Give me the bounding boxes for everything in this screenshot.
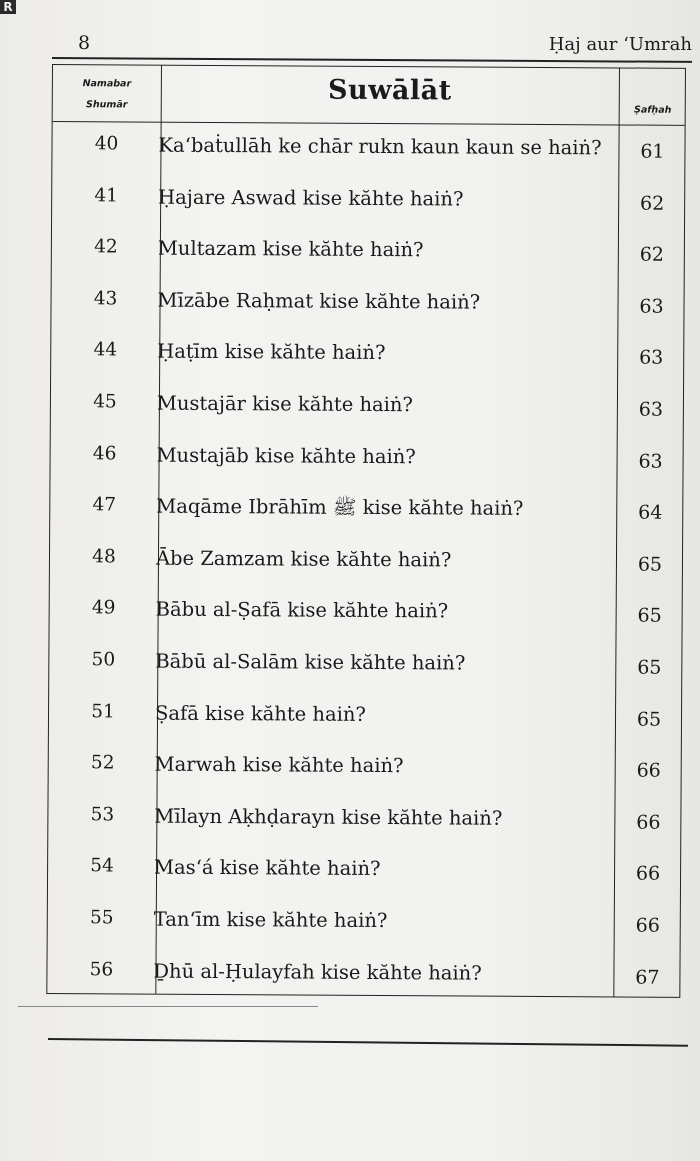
question-text: Mustajār kise kăhte haiṅ? bbox=[156, 391, 413, 417]
page-reference: 63 bbox=[638, 398, 664, 421]
question-number: 44 bbox=[93, 339, 118, 361]
table-title: Suwālāt bbox=[327, 74, 452, 107]
questions-table bbox=[46, 64, 686, 998]
table-row bbox=[47, 947, 679, 1002]
question-text: Ḥajare Aswad kise kăhte haiṅ? bbox=[158, 185, 464, 211]
question-number: 51 bbox=[91, 700, 115, 722]
question-text: Bābu al-Ṣafā kise kăhte haiṅ? bbox=[155, 598, 449, 623]
table-row bbox=[49, 637, 681, 692]
table-header bbox=[53, 65, 685, 126]
question-number: 54 bbox=[90, 855, 114, 877]
question-text: Mustajāb kise kăhte haiṅ? bbox=[156, 443, 416, 468]
question-number: 43 bbox=[93, 288, 118, 310]
table-row bbox=[51, 379, 683, 434]
question-text: Mīzābe Raḥmat kise kăhte haiṅ? bbox=[157, 288, 481, 314]
question-text: Bābū al-Salām kise kăhte haiṅ? bbox=[155, 649, 466, 675]
page-reference: 67 bbox=[635, 966, 660, 989]
table-row bbox=[52, 173, 684, 228]
page-reference: 63 bbox=[639, 346, 664, 370]
table-row bbox=[50, 431, 682, 486]
page-reference: 65 bbox=[637, 604, 662, 628]
page-reference: 66 bbox=[636, 759, 661, 782]
page-reference: 65 bbox=[637, 553, 663, 576]
question-number: 52 bbox=[90, 752, 115, 774]
question-text: Ḥaṭīm kise kăhte haiṅ? bbox=[157, 340, 386, 365]
table-row bbox=[51, 276, 683, 331]
table-row bbox=[48, 843, 680, 898]
question-text: Mīlayn Aḳhḍarayn kise kăhte haiṅ? bbox=[154, 804, 503, 830]
question-number: 49 bbox=[91, 597, 116, 619]
question-text: Ṣafā kise kăhte haiṅ? bbox=[154, 701, 366, 726]
question-text: Ka‘baṫullāh ke chār rukn kaun kaun se haiṅ? bbox=[158, 133, 602, 160]
question-number: 42 bbox=[94, 236, 118, 258]
table-row bbox=[49, 740, 681, 795]
page-reference: 66 bbox=[635, 862, 661, 886]
table-row bbox=[52, 121, 684, 176]
question-number: 48 bbox=[92, 546, 116, 568]
table-row bbox=[51, 327, 683, 382]
page-reference: 65 bbox=[636, 708, 662, 731]
page-reference: 66 bbox=[636, 811, 661, 834]
table-row bbox=[49, 585, 681, 640]
question-number: 47 bbox=[92, 494, 117, 516]
running-head: Ḥaj aur ‘Umrah bbox=[548, 34, 692, 55]
question-text: Mas‘á kise kăhte haiṅ? bbox=[154, 856, 381, 881]
question-text: Ḏhū al-Ḥulayfah kise kăhte haiṅ? bbox=[153, 959, 482, 985]
corner-mark-icon: R bbox=[0, 0, 16, 14]
table-row bbox=[50, 482, 682, 537]
page-reference: 61 bbox=[640, 140, 665, 163]
question-text: Ābe Zamzam kise kăhte haiṅ? bbox=[155, 546, 452, 572]
page-reference: 63 bbox=[639, 295, 664, 318]
page-reference: 63 bbox=[638, 450, 663, 473]
page-reference: 64 bbox=[638, 501, 663, 524]
number-column-header-line2: Shumār bbox=[86, 99, 128, 111]
header-rule bbox=[52, 57, 692, 63]
question-number: 53 bbox=[90, 804, 115, 826]
question-text: Maqāme Ibrāhīm ﷺ kise kăhte haiṅ? bbox=[156, 494, 524, 521]
table-row bbox=[49, 689, 681, 744]
page-reference: 62 bbox=[639, 243, 665, 266]
table-row bbox=[48, 792, 680, 847]
table-row bbox=[48, 895, 680, 950]
table-row bbox=[52, 224, 684, 279]
question-number: 41 bbox=[94, 184, 119, 206]
question-text: Marwah kise kăhte haiṅ? bbox=[154, 752, 404, 778]
page-number: 8 bbox=[78, 32, 91, 54]
question-number: 50 bbox=[91, 649, 116, 671]
number-column-header-line1: Namabar bbox=[82, 78, 132, 90]
page-column-header: Ṣafḥah bbox=[634, 104, 672, 116]
question-number: 55 bbox=[89, 907, 114, 929]
question-text: Tan‘īm kise kăhte haiṅ? bbox=[153, 907, 388, 933]
question-text: Multazam kise kăhte haiṅ? bbox=[157, 236, 424, 262]
number-column-header bbox=[53, 73, 161, 116]
question-number: 40 bbox=[94, 133, 119, 155]
question-number: 56 bbox=[89, 958, 114, 980]
table-row bbox=[50, 534, 682, 589]
page-reference: 66 bbox=[635, 914, 660, 937]
footer-rule bbox=[48, 1038, 688, 1047]
page-reference: 62 bbox=[639, 192, 665, 215]
page-reference: 65 bbox=[637, 656, 662, 679]
footer-thin-rule bbox=[18, 1006, 318, 1007]
question-number: 45 bbox=[93, 391, 117, 413]
question-number: 46 bbox=[92, 442, 117, 464]
